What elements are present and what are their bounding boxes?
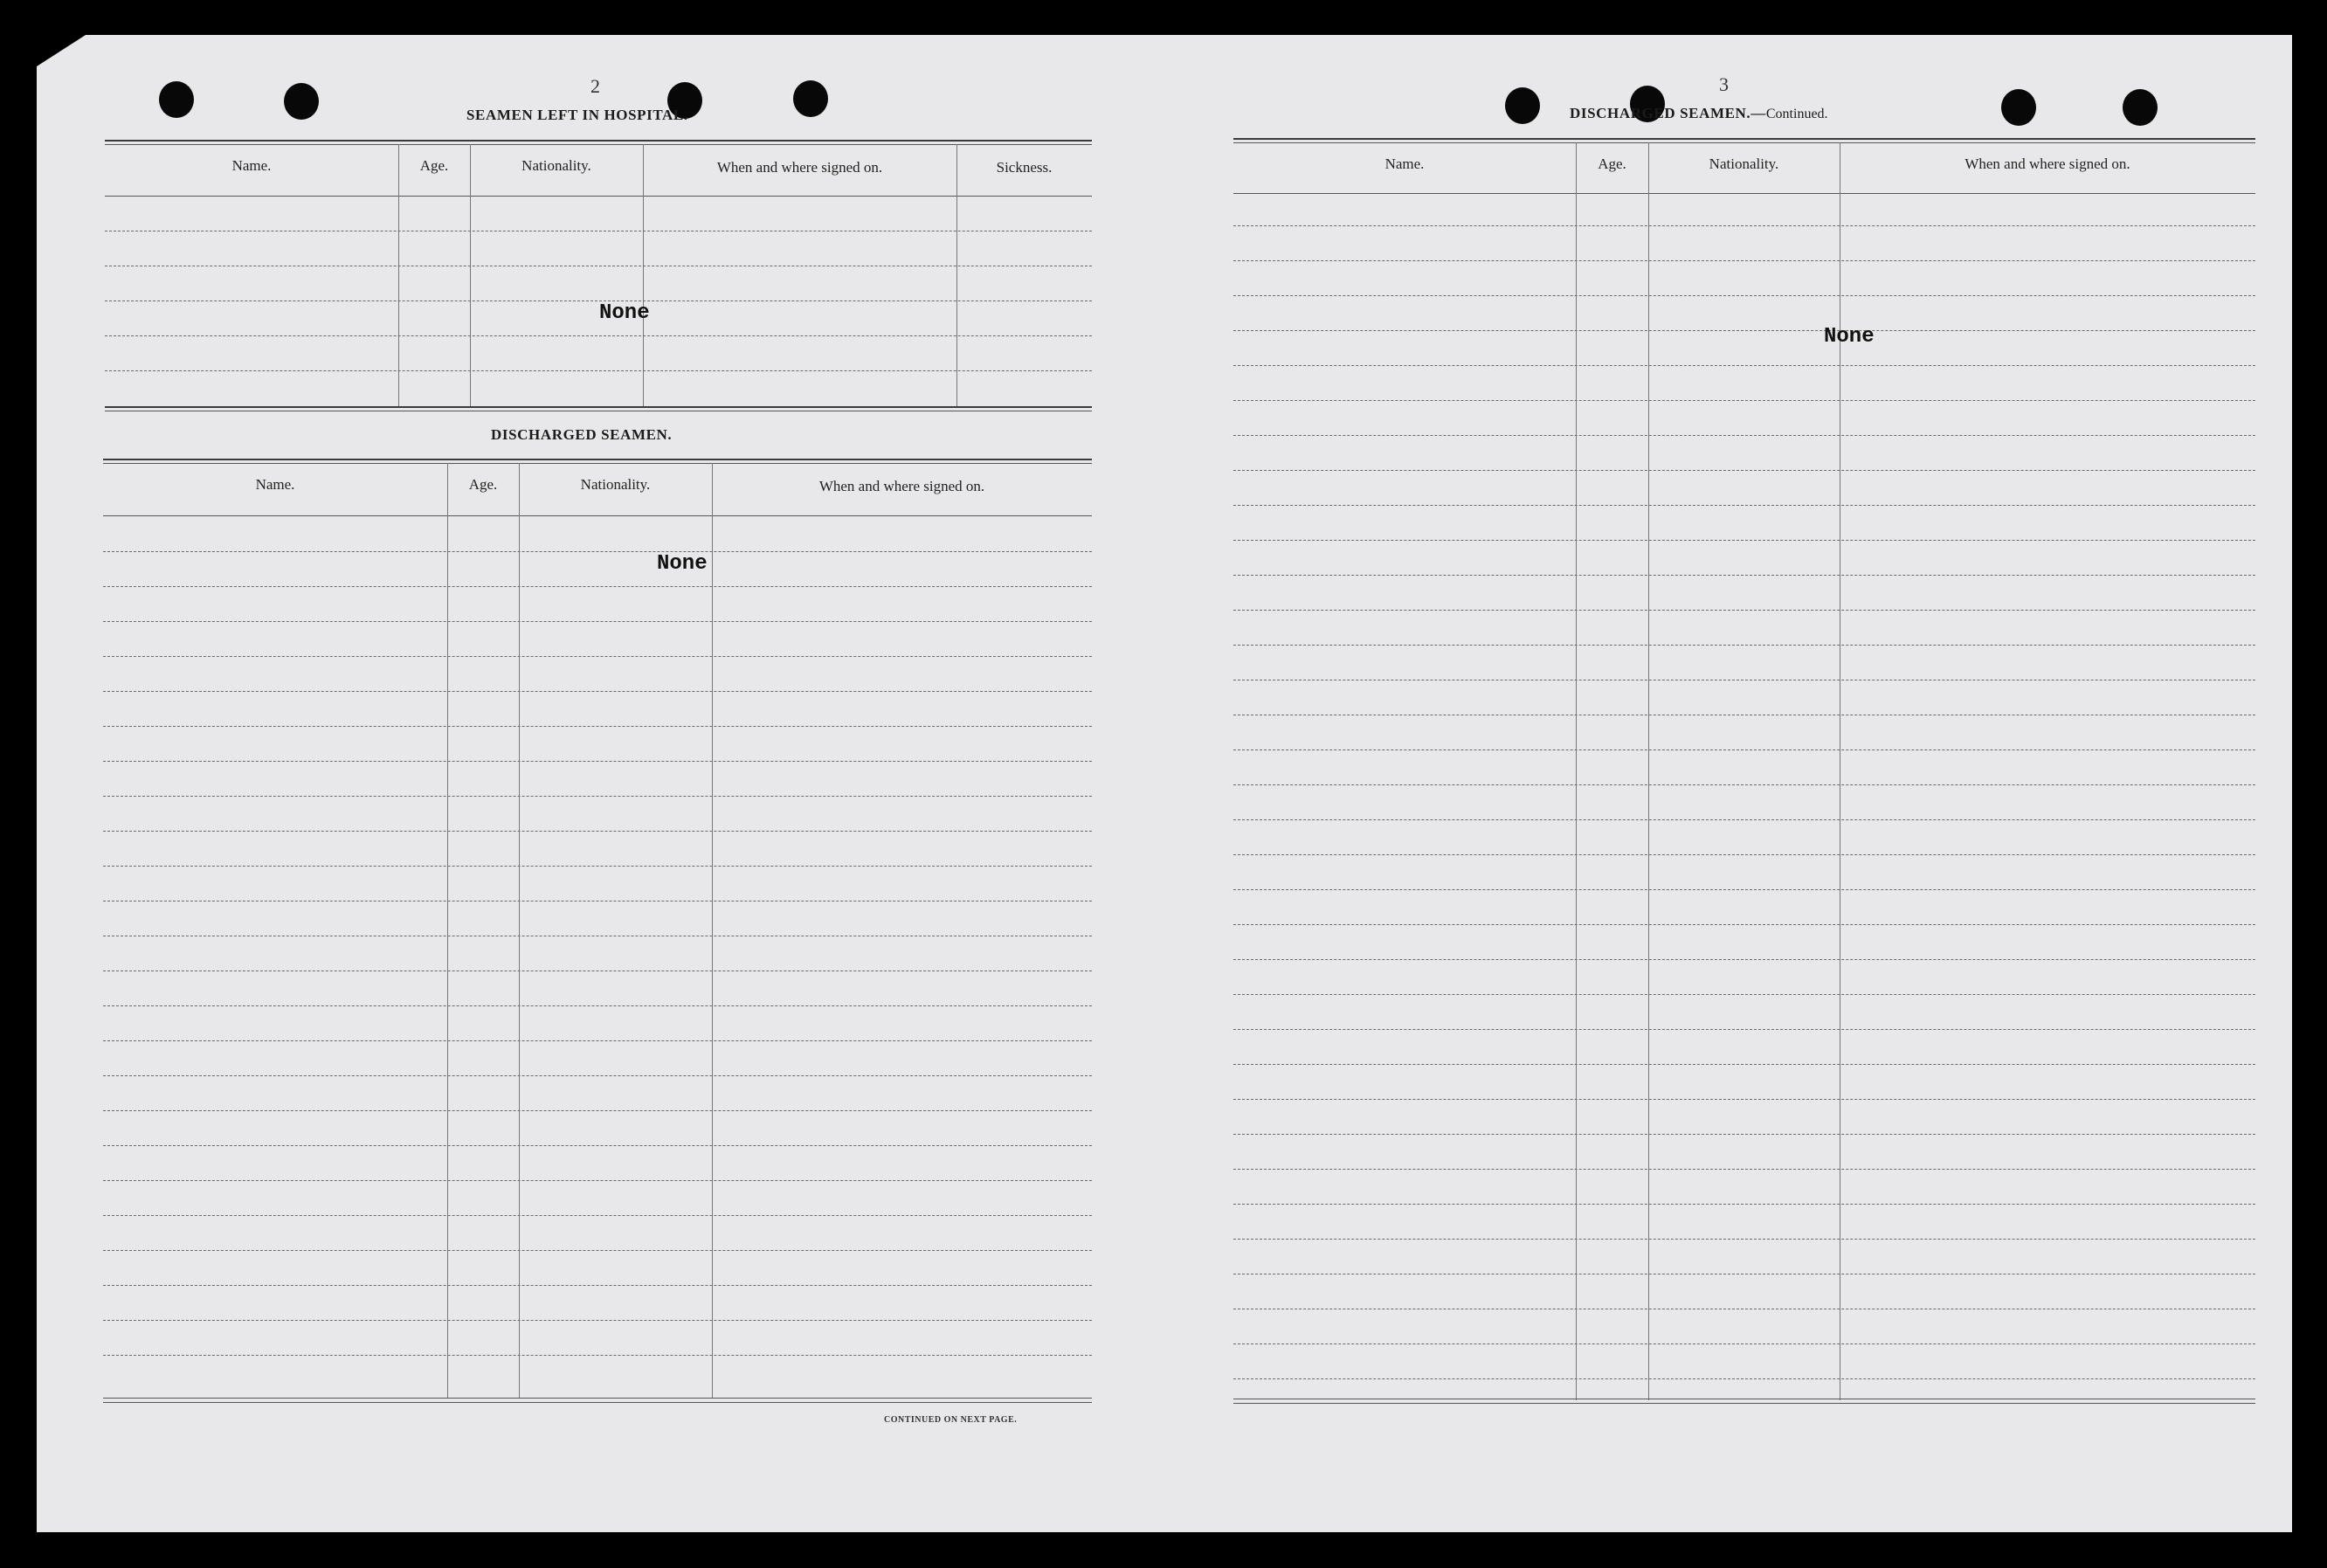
column-header-age: Age. [419, 157, 449, 174]
continued-label: Continued. [1765, 107, 1828, 121]
hospital-none-stamp: None [599, 301, 650, 325]
left-page-number: 2 [590, 75, 600, 97]
column-header-signed-on: When and where signed on. [818, 478, 985, 494]
discharged-section-title: DISCHARGED SEAMEN. [491, 426, 673, 443]
column-header-signed-on: When and where signed on. [716, 159, 883, 176]
folded-corner [37, 35, 86, 66]
document-sheet [37, 35, 2292, 1532]
discharged-continued-title-main: DISCHARGED SEAMEN.— [1570, 105, 1766, 121]
punch-hole [159, 81, 194, 118]
hospital-table [105, 140, 1092, 419]
punch-hole [793, 80, 828, 117]
punch-hole [284, 83, 319, 120]
right-page-number: 3 [1719, 73, 1729, 95]
column-header-name: Name. [1384, 155, 1425, 172]
column-header-nationality: Nationality. [580, 476, 651, 493]
discharged-none-stamp-left: None [657, 552, 708, 576]
discharged-table-right [1233, 138, 2255, 1448]
discharged-continued-title [1570, 105, 1828, 122]
discharged-table-left [103, 459, 1092, 1415]
column-header-nationality: Nationality. [1709, 155, 1779, 172]
continued-footer: CONTINUED ON NEXT PAGE. [884, 1415, 1018, 1425]
column-header-name: Name. [231, 157, 272, 174]
column-header-nationality: Nationality. [521, 157, 591, 174]
column-header-name: Name. [255, 476, 295, 493]
punch-hole [2001, 89, 2036, 126]
discharged-none-stamp-right: None [1824, 325, 1875, 349]
punch-hole [1505, 87, 1540, 124]
column-header-age: Age. [1598, 155, 1626, 172]
column-header-age: Age. [468, 476, 498, 493]
column-header-signed-on: When and where signed on. [1964, 155, 2130, 172]
column-header-sickness: Sickness. [996, 159, 1053, 176]
hospital-section-title: SEAMEN LEFT IN HOSPITAL. [466, 107, 688, 123]
punch-hole [2123, 89, 2158, 126]
